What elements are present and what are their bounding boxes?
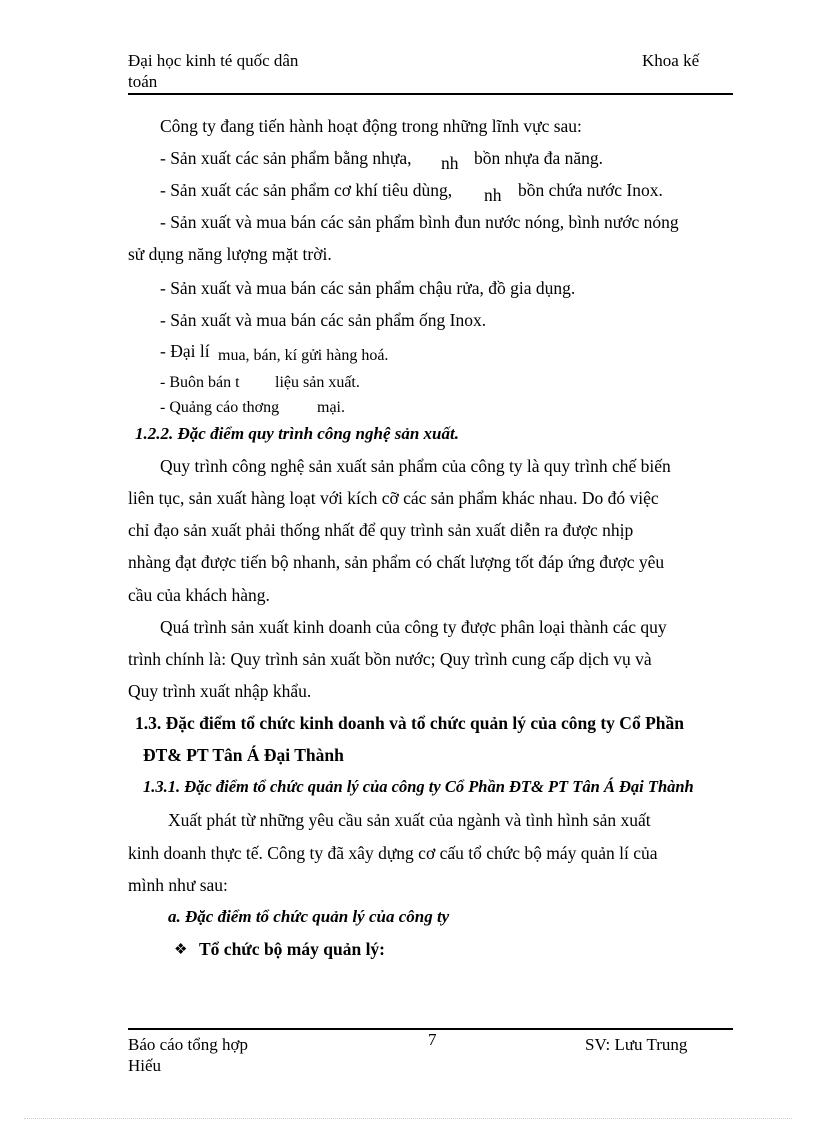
body-line: Xuất phát từ những yêu cầu sản xuất của ngành và tình hình sản xuất xyxy=(168,810,651,830)
body-line: cầu của khách hàng. xyxy=(128,585,270,605)
body-line: Quá trình sản xuất kinh doanh của công ty được phân loại thành các quy xyxy=(160,617,667,637)
body-line: trình chính là: Quy trình sản xuất bồn nước; Quy trình cung cấp dịch vụ và xyxy=(128,649,652,669)
header-right: Khoa kế xyxy=(642,51,700,70)
bullet-heading: Tổ chức bộ máy quản lý: xyxy=(199,939,386,959)
body-line: Công ty đang tiến hành hoạt động trong những lĩnh vực sau: xyxy=(160,116,582,136)
body-line: mua, bán, kí gửi hàng hoá. xyxy=(218,347,389,364)
body-line: Quy trình công nghệ sản xuất sản phẩm của công ty là quy trình chế biến xyxy=(160,456,671,476)
section-heading-1-3-1: 1.3.1. Đặc điểm tổ chức quản lý của công ty Cổ Phần ĐT& PT Tân Á Đại Thành xyxy=(143,777,694,796)
body-line: - Sản xuất và mua bán các sản phẩm ống Inox. xyxy=(160,310,487,330)
section-heading-1-2-2: 1.2.2. Đặc điểm quy trình công nghệ sản xuất. xyxy=(135,424,459,443)
header-left-line1: Đại học kinh té quốc dân xyxy=(128,51,299,70)
body-fragment: nh xyxy=(441,153,459,173)
body-line: mại. xyxy=(317,399,345,416)
page-edge-divider xyxy=(24,1118,792,1119)
body-line: nhàng đạt được tiến bộ nhanh, sản phẩm có chất lượng tốt đáp ứng được yêu xyxy=(128,552,665,572)
body-fragment: nh xyxy=(484,185,502,205)
body-line: chỉ đạo sản xuất phải thống nhất để quy trình sản xuất diễn ra được nhịp xyxy=(128,520,634,540)
footer-left-line2: Hiếu xyxy=(128,1056,162,1075)
page-number: 7 xyxy=(428,1030,437,1049)
body-line: - Buôn bán t xyxy=(160,374,240,391)
body-line: - Quảng cáo thơng xyxy=(160,399,280,416)
body-line: bồn nhựa đa năng. xyxy=(474,148,604,168)
header-left-line2: toán xyxy=(128,72,158,91)
body-line: kinh doanh thực tế. Công ty đã xây dựng cơ cấu tổ chức bộ máy quản lí của xyxy=(128,843,658,863)
header-rule xyxy=(128,93,733,95)
footer-left-line1: Báo cáo tổng hợp xyxy=(128,1035,248,1054)
body-line: bồn chứa nước Inox. xyxy=(518,180,663,200)
section-heading-1-3: 1.3. Đặc điểm tổ chức kinh doanh và tổ chức quản lý của công ty Cổ Phần xyxy=(135,713,684,733)
body-line: - Sản xuất và mua bán các sản phẩm bình đun nước nóng, bình nước nóng xyxy=(160,212,679,232)
subheading-a: a. Đặc điểm tổ chức quản lý của công ty xyxy=(168,907,450,926)
body-line: liên tục, sản xuất hàng loạt với kích cỡ các sản phẩm khác nhau. Do đó việc xyxy=(128,488,659,508)
body-line: Quy trình xuất nhập khẩu. xyxy=(128,681,312,701)
diamond-bullet-icon: ❖ xyxy=(174,942,188,958)
body-line: sử dụng năng lượng mặt trời. xyxy=(128,244,332,264)
section-heading-1-3-cont: ĐT& PT Tân Á Đại Thành xyxy=(143,745,344,765)
body-line: mình như sau: xyxy=(128,875,228,895)
body-line: - Sản xuất các sản phẩm cơ khí tiêu dùng, xyxy=(160,180,453,200)
body-line: - Đại lí xyxy=(160,341,210,361)
body-line: - Sản xuất và mua bán các sản phẩm chậu rửa, đồ gia dụng. xyxy=(160,278,576,298)
body-line: liệu sản xuất. xyxy=(275,374,360,391)
footer-right: SV: Lưu Trung xyxy=(585,1035,688,1054)
body-line: - Sản xuất các sản phẩm bằng nhựa, xyxy=(160,148,412,168)
